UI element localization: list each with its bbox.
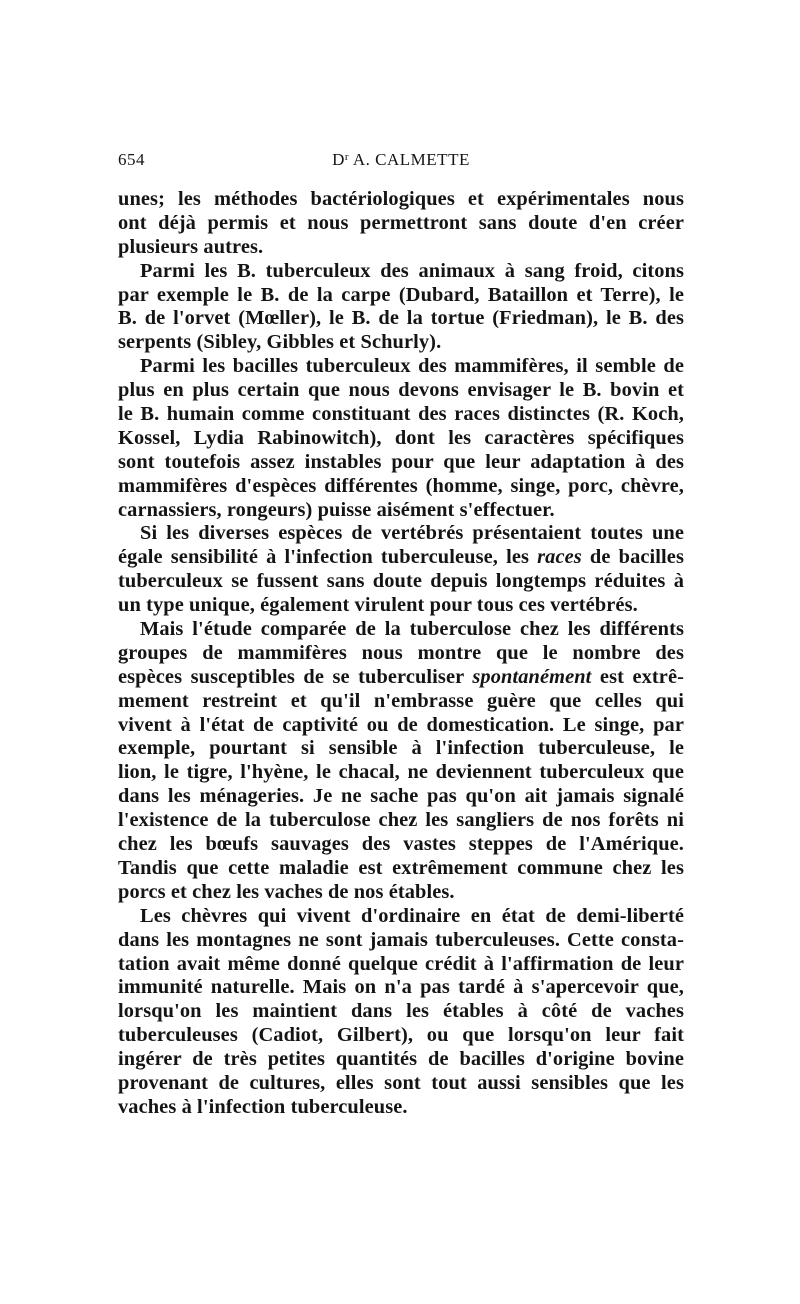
paragraph xyxy=(118,260,684,356)
text-line: mement restreint et qu'il n'embrasse guère que celles qui xyxy=(118,689,684,712)
text-line: serpents (Sibley, Gibbles et Schurly). xyxy=(118,331,442,354)
running-title xyxy=(118,150,684,170)
text-line: ont déjà permis et nous permettront sans doute d'en créer xyxy=(118,211,684,234)
paragraph xyxy=(118,188,684,260)
text-line: groupes de mammifères nous montre que le nombre des xyxy=(118,641,684,664)
author-title-superscript: r xyxy=(344,151,350,163)
text-line: provenant de cultures, elles sont tout aussi sensibles que les xyxy=(118,1071,684,1094)
paragraph xyxy=(118,905,684,1120)
text-line: Tandis que cette maladie est extrêmement commune chez les xyxy=(118,856,684,879)
text-line: Parmi les B. tuberculeux des animaux à sang froid, citons xyxy=(140,259,684,282)
page-number: 654 xyxy=(118,150,145,169)
text-line: Si les diverses espèces de vertébrés présentaient toutes une xyxy=(140,522,684,545)
paragraph xyxy=(118,522,684,618)
text-line: porcs et chez les vaches de nos étables. xyxy=(118,880,455,903)
text-line: chez les bœufs sauvages des vastes steppes de l'Amérique. xyxy=(118,833,684,856)
body-text xyxy=(118,188,684,1120)
text-line: par exemple le B. de la carpe (Dubard, Bataillon et Terre), le xyxy=(118,283,684,306)
text-line: dans les montagnes ne sont jamais tuberculeuses. Cette consta- xyxy=(118,928,684,951)
text-line: mammifères d'espèces différentes (homme, singe, porc, chèvre, xyxy=(118,474,684,497)
text-line: le B. humain comme constituant des races distinctes (R. Koch, xyxy=(118,403,684,426)
text-line: ingérer de très petites quantités de bacilles d'origine bovine xyxy=(118,1048,684,1071)
author-title-prefix: D xyxy=(332,150,345,169)
text-line: tuberculeux se fussent sans doute depuis longtemps réduites à xyxy=(118,570,684,593)
text-line: Kossel, Lydia Rabinowitch), dont les caractères spécifiques xyxy=(118,426,684,449)
running-head xyxy=(118,150,684,174)
text-line: sont toutefois assez instables pour que leur adaptation à des xyxy=(118,450,684,473)
paragraph xyxy=(118,355,684,522)
text-line: un type unique, également virulent pour tous ces vertébrés. xyxy=(118,594,638,617)
text-line: plus en plus certain que nous devons envisager le B. bovin et xyxy=(118,379,684,402)
text-line: lion, le tigre, l'hyène, le chacal, ne deviennent tuberculeux que xyxy=(118,761,684,784)
text-line: carnassiers, rongeurs) puisse aisément s'effectuer. xyxy=(118,498,555,521)
text-line: espèces susceptibles de se tuberculiser spontanément est extrê- xyxy=(118,665,685,688)
text-line: Mais l'étude comparée de la tuberculose chez les différents xyxy=(140,618,684,641)
text-line: Les chèvres qui vivent d'ordinaire en état de demi-liberté xyxy=(140,904,684,927)
text-line: tuberculeuses (Cadiot, Gilbert), ou que lorsqu'on leur fait xyxy=(118,1024,684,1047)
text-line: tation avait même donné quelque crédit à l'affirmation de leur xyxy=(118,952,684,975)
text-line: Parmi les bacilles tuberculeux des mammifères, il semble de xyxy=(140,355,684,378)
emphasized-word: spontanément xyxy=(472,665,592,688)
text-line: l'existence de la tuberculose chez les sangliers de nos forêts ni xyxy=(118,809,684,832)
text-line: immunité naturelle. Mais on n'a pas tardé à s'apercevoir que, xyxy=(118,976,684,999)
text-line: exemple, pourtant si sensible à l'infection tuberculeuse, le xyxy=(118,737,684,760)
text-line: lorsqu'on les maintient dans les étables à côté de vaches xyxy=(118,1000,684,1023)
text-line: plusieurs autres. xyxy=(118,235,264,258)
text-line: vivent à l'état de captivité ou de domestication. Le singe, par xyxy=(118,713,684,736)
emphasized-word: races xyxy=(537,546,582,569)
author-name: A. CALMETTE xyxy=(352,150,470,169)
text-line: B. de l'orvet (Mœller), le B. de la tortue (Friedman), le B. des xyxy=(118,307,684,330)
paragraph xyxy=(118,618,684,905)
text-line: égale sensibilité à l'infection tuberculeuse, les races de bacilles xyxy=(118,546,684,569)
text-line: unes; les méthodes bactériologiques et expérimentales nous xyxy=(118,188,684,210)
text-line: vaches à l'infection tuberculeuse. xyxy=(118,1095,408,1118)
text-line: dans les ménageries. Je ne sache pas qu'on ait jamais signalé xyxy=(118,785,684,808)
